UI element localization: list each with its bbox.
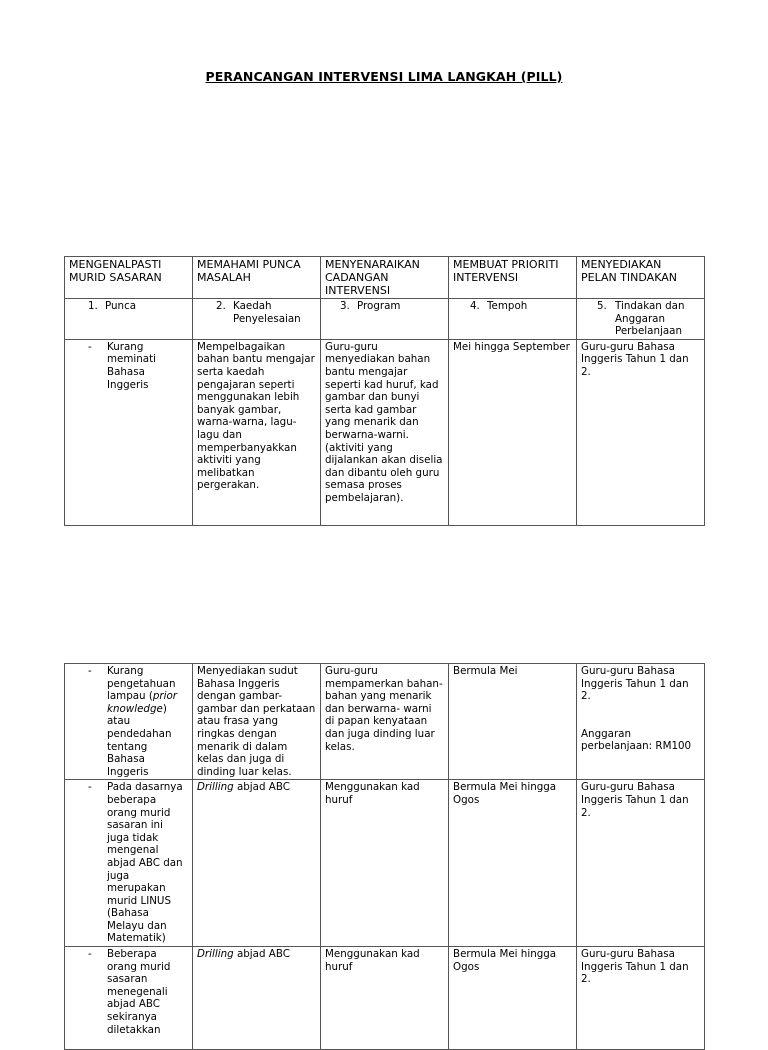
header-cell-4	[449, 257, 577, 299]
punca-text: Kurang meminati Bahasa Inggeris	[107, 340, 156, 391]
list-item	[69, 781, 188, 945]
program-cell	[321, 780, 449, 947]
numbered-item-3	[325, 300, 444, 313]
tempoh-text: Mei hingga September	[453, 340, 570, 353]
kaedah-cell	[193, 947, 321, 1050]
kaedah-cell	[193, 339, 321, 525]
numbered-item-label: Tempoh	[487, 300, 528, 312]
numbered-item-label: Punca	[105, 300, 137, 312]
numbered-item-4	[453, 300, 572, 313]
table-row	[65, 664, 705, 780]
numbered-item-5	[581, 300, 700, 338]
header-label-3: MENYENARAIKAN CADANGAN INTERVENSI	[325, 258, 420, 297]
program-cell	[321, 947, 449, 1050]
punca-text: Beberapa orang murid sasaran menegenali abjad ABC sekiranya diletakkan	[107, 948, 171, 1036]
spacer	[581, 703, 700, 728]
punca-text: Pada dasarnya beberapa orang murid sasaran ini juga tidak mengenal abjad ABC dan juga merupakan murid LINUS (Bahasa Melayu dan Matematik)	[107, 781, 183, 945]
numbered-row	[65, 299, 705, 340]
numbered-item-number: 4.	[470, 300, 480, 312]
list-item	[69, 341, 188, 391]
tempoh-cell	[449, 947, 577, 1050]
bullet-dash: -	[88, 665, 92, 677]
punca-text-italic: prior knowledge	[107, 690, 178, 715]
punca-cell	[65, 664, 193, 780]
program-text: Menggunakan kad huruf	[325, 781, 420, 806]
bullet-dash: -	[88, 340, 92, 353]
kaedah-text: Mempelbagaikan bahan bantu mengajar serta kaedah pengajaran seperti menggunakan lebih banyak gambar, warna-warna, lagu-lagu dan memperbanyakkan aktiviti yang melibatkan pergerakan.	[197, 340, 315, 492]
kaedah-text-italic: Drilling	[197, 781, 234, 794]
list-item	[69, 948, 188, 1036]
punca-cell	[65, 947, 193, 1050]
punca-text-part: ) atau pendedahan tentang Bahasa Inggeris	[107, 702, 172, 778]
kaedah-text: abjad ABC	[233, 781, 290, 794]
numbered-item-number: 5.	[597, 300, 607, 312]
list-item	[69, 665, 188, 778]
tindakan-cell	[577, 780, 705, 947]
program-text: Menggunakan kad huruf	[325, 948, 420, 973]
header-label-4: MEMBUAT PRIORITI INTERVENSI	[453, 258, 559, 284]
intervention-table-1	[64, 256, 705, 526]
intervention-table-2	[64, 663, 705, 1050]
kaedah-text-italic: Drilling	[197, 948, 234, 961]
tindakan-text: Guru-guru Bahasa Inggeris Tahun 1 dan 2.	[581, 340, 689, 378]
numbered-cell-5	[577, 299, 705, 340]
anggaran-text: Anggaran perbelanjaan: RM100	[581, 727, 692, 753]
numbered-item-number: 1.	[88, 300, 98, 312]
document-title: PERANCANGAN INTERVENSI LIMA LANGKAH (PILL)	[205, 69, 563, 84]
bullet-dash: -	[88, 948, 92, 961]
numbered-item-number: 3.	[340, 300, 350, 312]
tempoh-cell	[449, 664, 577, 780]
punca-cell	[65, 780, 193, 947]
tindakan-text: Guru-guru Bahasa Inggeris Tahun 1 dan 2.	[581, 948, 689, 986]
numbered-cell-3	[321, 299, 449, 340]
tempoh-text: Bermula Mei	[453, 665, 518, 677]
header-label-5: MENYEDIAKAN PELAN TINDAKAN	[581, 258, 677, 284]
kaedah-text: abjad ABC	[233, 948, 290, 961]
header-cell-3	[321, 257, 449, 299]
tindakan-text: Guru-guru Bahasa Inggeris Tahun 1 dan 2.	[581, 781, 689, 819]
program-cell	[321, 664, 449, 780]
numbered-cell-1	[65, 299, 193, 340]
tempoh-text: Bermula Mei hingga Ogos	[453, 948, 557, 973]
table-row	[65, 947, 705, 1050]
punca-text	[107, 665, 188, 778]
kaedah-cell	[193, 664, 321, 780]
tempoh-text: Bermula Mei hingga Ogos	[453, 781, 557, 806]
table-header-row	[65, 257, 705, 299]
numbered-cell-4	[449, 299, 577, 340]
header-cell-1	[65, 257, 193, 299]
program-text: Guru-guru mempamerkan bahan-bahan yang menarik dan berwarna- warni di papan kenyataan dan juga dinding luar kelas.	[325, 665, 443, 753]
punca-cell	[65, 339, 193, 525]
table-row	[65, 780, 705, 947]
kaedah-text: Menyediakan sudut Bahasa Inggeris dengan gambar-gambar dan perkataan atau frasa yang ringkas dengan menarik di dalam kelas dan juga di dinding luar kelas.	[197, 665, 316, 778]
numbered-item-1	[69, 300, 188, 313]
program-text: Guru-guru menyediakan bahan bantu mengajar seperti kad huruf, kad gambar dan bunyi serta kad gambar yang menarik dan berwarna-warni. (aktiviti yang dijalankan akan diselia dan dibantu oleh guru semasa proses pembelajaran).	[325, 340, 443, 504]
header-label-2: MEMAHAMI PUNCA MASALAH	[197, 258, 301, 284]
program-cell	[321, 339, 449, 525]
punca-text-part: Kurang pengetahuan lampau (	[107, 665, 176, 703]
table-row	[65, 339, 705, 525]
numbered-item-number: 2.	[216, 300, 226, 312]
tempoh-cell	[449, 339, 577, 525]
tempoh-cell	[449, 780, 577, 947]
numbered-item-label: Kaedah Penyelesaian	[233, 300, 301, 325]
numbered-item-label: Program	[357, 300, 401, 312]
tindakan-cell	[577, 664, 705, 780]
numbered-item-label: Tindakan dan Anggaran Perbelanjaan	[615, 300, 685, 338]
kaedah-cell	[193, 780, 321, 947]
tindakan-cell	[577, 947, 705, 1050]
header-cell-2	[193, 257, 321, 299]
tindakan-text: Guru-guru Bahasa Inggeris Tahun 1 dan 2.	[581, 665, 689, 703]
header-label-1: MENGENALPASTI MURID SASARAN	[69, 258, 162, 284]
tindakan-cell	[577, 339, 705, 525]
header-cell-5	[577, 257, 705, 299]
bullet-dash: -	[88, 781, 92, 794]
numbered-cell-2	[193, 299, 321, 340]
numbered-item-2	[197, 300, 316, 325]
